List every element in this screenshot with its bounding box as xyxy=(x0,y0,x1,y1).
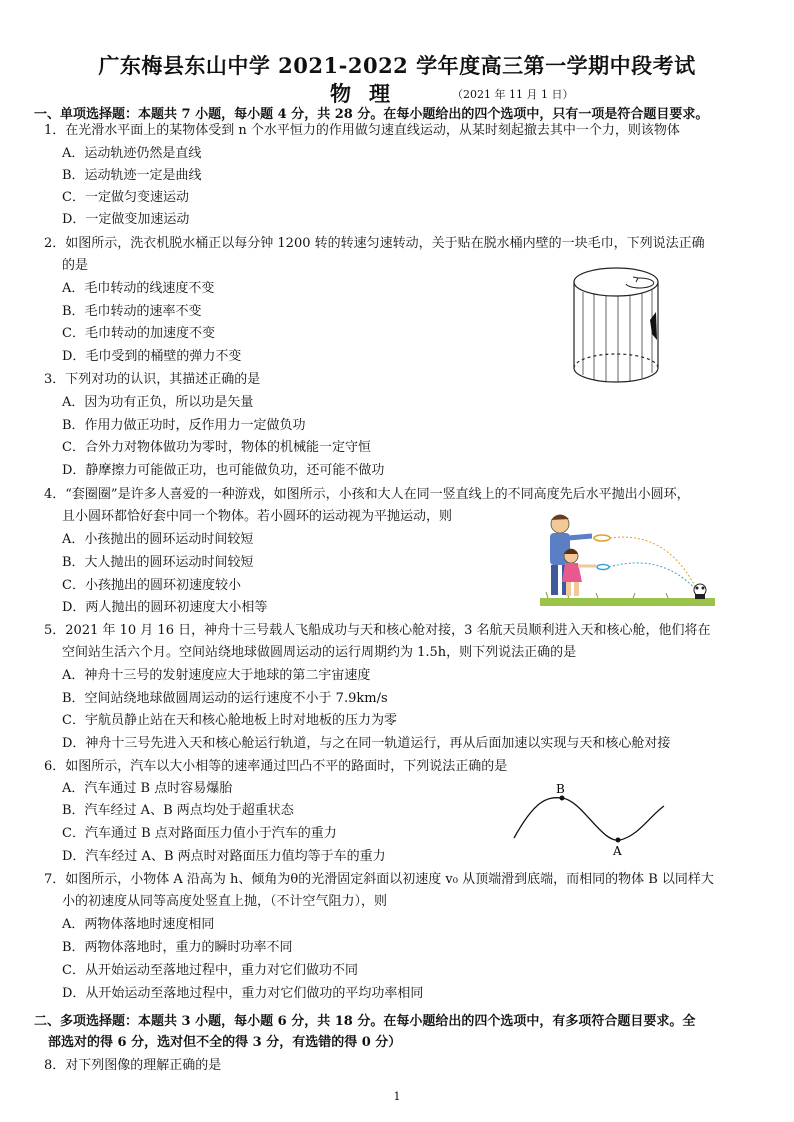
q1-option-d: D．一定做变加速运动 xyxy=(62,212,190,227)
towel-shape xyxy=(650,312,657,340)
question-7-stem-cont: 小的初速度从同等高度处竖直上抛，（不计空气阻力），则 xyxy=(62,894,388,909)
section-1-heading: 一、单项选择题：本题共 7 小题，每小题 4 分，共 28 分。在每小题给出的四个选项中，只有一项是符合题目要求。 xyxy=(34,107,709,122)
q4-option-c: C．小孩抛出的圆环初速度较小 xyxy=(62,578,241,593)
q6-option-b: B．汽车经过 A、B 两点均处于超重状态 xyxy=(62,803,294,818)
question-6-stem: 6．如图所示，汽车以大小相等的速率通过凹凸不平的路面时，下列说法正确的是 xyxy=(44,759,508,774)
q6-option-a: A．汽车通过 B 点时容易爆胎 xyxy=(62,781,233,796)
q1-option-b: B．运动轨迹一定是曲线 xyxy=(62,168,202,183)
question-4-stem-cont: 且小圆环都恰好套中同一个物体。若小圆环的运动视为平抛运动，则 xyxy=(62,509,453,524)
question-4-stem: 4．“套圈圈”是许多人喜爱的一种游戏，如图所示，小孩和大人在同一竖直线上的不同高度先后水平抛出小圆环， xyxy=(44,487,690,502)
q1-option-c: C．一定做匀变速运动 xyxy=(62,190,189,205)
q4-option-a: A．小孩抛出的圆环运动时间较短 xyxy=(62,532,254,547)
exam-date: （2021 年 11 月 1 日） xyxy=(452,88,574,101)
point-b xyxy=(560,796,565,801)
q6-option-d: D．汽车经过 A、B 两点时对路面压力值均等于车的重力 xyxy=(62,849,386,864)
section-2-heading: 二、多项选择题：本题共 3 小题，每小题 6 分，共 18 分。在每小题给出的四个选项中，有多项符合题目要求。全 xyxy=(34,1014,696,1029)
child-ring xyxy=(597,565,609,570)
ring-toss-figure xyxy=(538,510,720,610)
adult-ring xyxy=(594,535,610,541)
q2-option-c: C．毛巾转动的加速度不变 xyxy=(62,326,215,341)
q5-option-d: D．神舟十三号先进入天和核心舱运行轨道，与之在同一轨道运行，再从后面加速以实现与天和核心舱对接 xyxy=(62,736,671,751)
q6-option-c: C．汽车通过 B 点对路面压力值小于汽车的重力 xyxy=(62,826,337,841)
q7-option-a: A．两物体落地时速度相同 xyxy=(62,917,215,932)
q5-option-c: C．宇航员静止站在天和核心舱地板上时对地板的压力为零 xyxy=(62,713,397,728)
q2-option-d: D．毛巾受到的桶壁的弹力不变 xyxy=(62,349,242,364)
bumpy-road-figure xyxy=(510,782,670,858)
question-5-stem: 5．2021 年 10 月 16 日，神舟十三号载人飞船成功与天和核心舱对接，3 名航天员顺利进入天和核心舱，他们将在 xyxy=(44,623,711,638)
q4-option-d: D．两人抛出的圆环初速度大小相等 xyxy=(62,600,268,615)
q3-option-d: D．静摩擦力可能做正功，也可能做负功，还可能不做功 xyxy=(62,463,385,478)
question-2-stem: 2．如图所示，洗衣机脱水桶正以每分钟 1200 转的转速匀速转动，关于贴在脱水桶内壁的一块毛巾，下列说法正确 xyxy=(44,236,705,251)
q7-option-d: D．从开始运动至落地过程中，重力对它们做功的平均功率相同 xyxy=(62,986,424,1001)
question-3-stem: 3．下列对功的认识，其描述正确的是 xyxy=(44,372,261,387)
q4-option-b: B．大人抛出的圆环运动时间较短 xyxy=(62,555,254,570)
label-b: B xyxy=(556,782,565,796)
question-8-stem: 8．对下列图像的理解正确的是 xyxy=(44,1058,222,1073)
q5-option-a: A．神舟十三号的发射速度应大于地球的第二宇宙速度 xyxy=(62,668,371,683)
q1-option-a: A．运动轨迹仍然是直线 xyxy=(62,146,202,161)
road-curve xyxy=(514,798,664,841)
label-a: A xyxy=(613,844,622,858)
q5-option-b: B．空间站绕地球做圆周运动的运行速度不小于 7.9km/s xyxy=(62,691,388,706)
q3-option-a: A．因为功有正负，所以功是矢量 xyxy=(62,395,254,410)
q2-option-a: A．毛巾转动的线速度不变 xyxy=(62,281,215,296)
question-2-stem-cont: 的是 xyxy=(62,258,89,273)
q3-option-b: B．作用力做正功时，反作用力一定做负功 xyxy=(62,418,306,433)
point-a xyxy=(616,838,621,843)
q7-option-b: B．两物体落地时，重力的瞬时功率不同 xyxy=(62,940,293,955)
q2-option-b: B．毛巾转动的速率不变 xyxy=(62,304,202,319)
question-7-stem: 7．如图所示，小物体 A 沿高为 h、倾角为θ的光滑固定斜面以初速度 v₀ 从顶端滑到底端，而相同的物体 B 以同样大 xyxy=(44,872,714,887)
question-1-stem: 1．在光滑水平面上的某物体受到 n 个水平恒力的作用做匀速直线运动，从某时刻起撤去其中一个力，则该物体 xyxy=(44,123,680,138)
page-number: 1 xyxy=(393,1090,401,1103)
exam-title: 广东梅县东山中学 2021-2022 学年度高三第一学期中段考试 xyxy=(98,53,696,78)
section-2-heading-cont: 部选对的得 6 分，选对但不全的得 3 分，有选错的得 0 分） xyxy=(48,1035,402,1050)
subject-title: 物理 xyxy=(330,81,408,106)
q3-option-c: C．合外力对物体做功为零时，物体的机械能一定守恒 xyxy=(62,440,371,455)
q7-option-c: C．从开始运动至落地过程中，重力对它们做功不同 xyxy=(62,963,358,978)
question-5-stem-cont: 空间站生活六个月。空间站绕地球做圆周运动的运行周期约为 1.5h，则下列说法正确的是 xyxy=(62,645,577,660)
